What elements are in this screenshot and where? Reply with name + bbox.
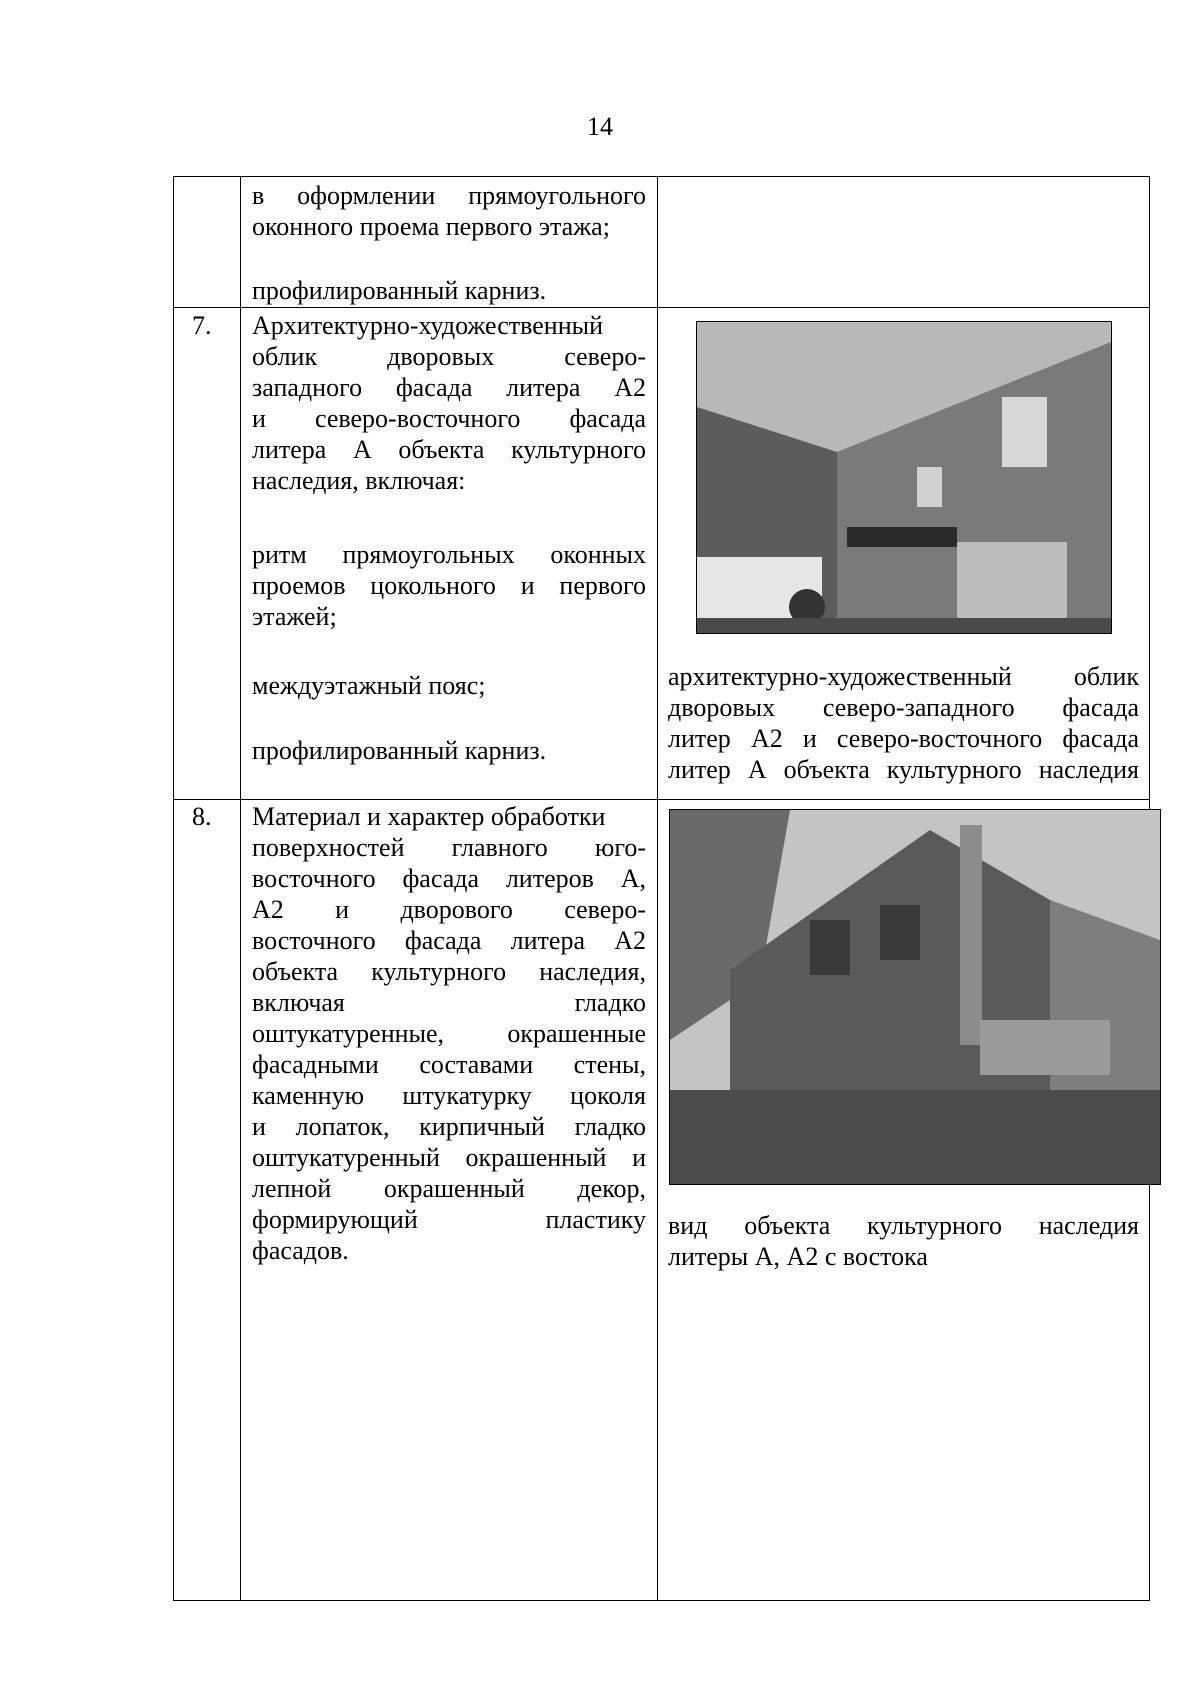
row8-desc-line-11: и лопаток, кирпичный гладко (252, 1112, 646, 1141)
row7-divider (173, 307, 1149, 308)
row8-desc-line-3: восточного фасада литеров А, (252, 864, 646, 893)
table-border-bottom (173, 1600, 1149, 1601)
row8-caption-line-2: литеры А, А2 с востока (668, 1242, 928, 1271)
row8-desc-line-1: Материал и характер обработки (252, 802, 606, 831)
row7-number: 7. (192, 311, 212, 340)
row8-desc-line-5: восточного фасада литера А2 (252, 926, 646, 955)
row7-desc-line-2: облик дворовых северо- (252, 342, 646, 371)
row8-desc-line-12: оштукатуренный окрашенный и (252, 1143, 646, 1172)
prev-row-line-2: оконного проема первого этажа; (252, 212, 610, 241)
row7-courtyard-photo (696, 321, 1112, 634)
row7-item1-line-2: проемов цокольного и первого (252, 571, 646, 600)
prev-row-line-1: в оформлении прямоугольного (252, 181, 646, 210)
row7-item3: профилированный карниз. (252, 736, 547, 765)
column-divider-1 (240, 176, 241, 1601)
prev-row-line-3: профилированный карниз. (252, 276, 547, 305)
row7-desc-line-6: наследия, включая: (252, 466, 466, 495)
row7-caption-line-3: литер А2 и северо-восточного фасада (668, 724, 1139, 753)
page-number: 14 (587, 112, 613, 141)
row8-building-photo (669, 809, 1161, 1185)
table-border-top (173, 176, 1149, 177)
row7-item1-line-3: этажей; (252, 602, 337, 631)
row8-desc-line-7: включая гладко (252, 988, 646, 1017)
row7-desc-line-1: Архитектурно-художественный (252, 311, 604, 340)
table-border-left (173, 176, 174, 1601)
row8-desc-line-10: каменную штукатурку цоколя (252, 1081, 646, 1110)
row7-caption-line-2: дворовых северо-западного фасада (668, 693, 1139, 722)
row7-desc-line-3: западного фасада литера А2 (252, 373, 646, 402)
row8-desc-line-9: фасадными составами стены, (252, 1050, 646, 1079)
row7-item1-line-1: ритм прямоугольных оконных (252, 540, 646, 569)
row8-caption-line-1: вид объекта культурного наследия (668, 1211, 1139, 1240)
row8-desc-line-13: лепной окрашенный декор, (252, 1174, 646, 1203)
row7-desc-line-4: и северо-восточного фасада (252, 404, 646, 433)
row7-desc-line-5: литера А объекта культурного (252, 435, 646, 464)
row8-desc-line-14: формирующий пластику (252, 1205, 646, 1234)
row8-desc-line-15: фасадов. (252, 1236, 349, 1265)
row8-number: 8. (192, 802, 212, 831)
column-divider-2 (657, 176, 658, 1601)
row8-desc-line-6: объекта культурного наследия, (252, 957, 646, 986)
row8-divider (173, 799, 1149, 800)
row7-item2: междуэтажный пояс; (252, 671, 486, 700)
row8-desc-line-8: оштукатуренные, окрашенные (252, 1019, 646, 1048)
row8-desc-line-2: поверхностей главного юго- (252, 833, 646, 862)
row7-caption-line-1: архитектурно-художественный облик (668, 662, 1139, 691)
row7-caption-line-4: литер А объекта культурного наследия (668, 755, 1139, 784)
row8-desc-line-4: А2 и дворового северо- (252, 895, 646, 924)
